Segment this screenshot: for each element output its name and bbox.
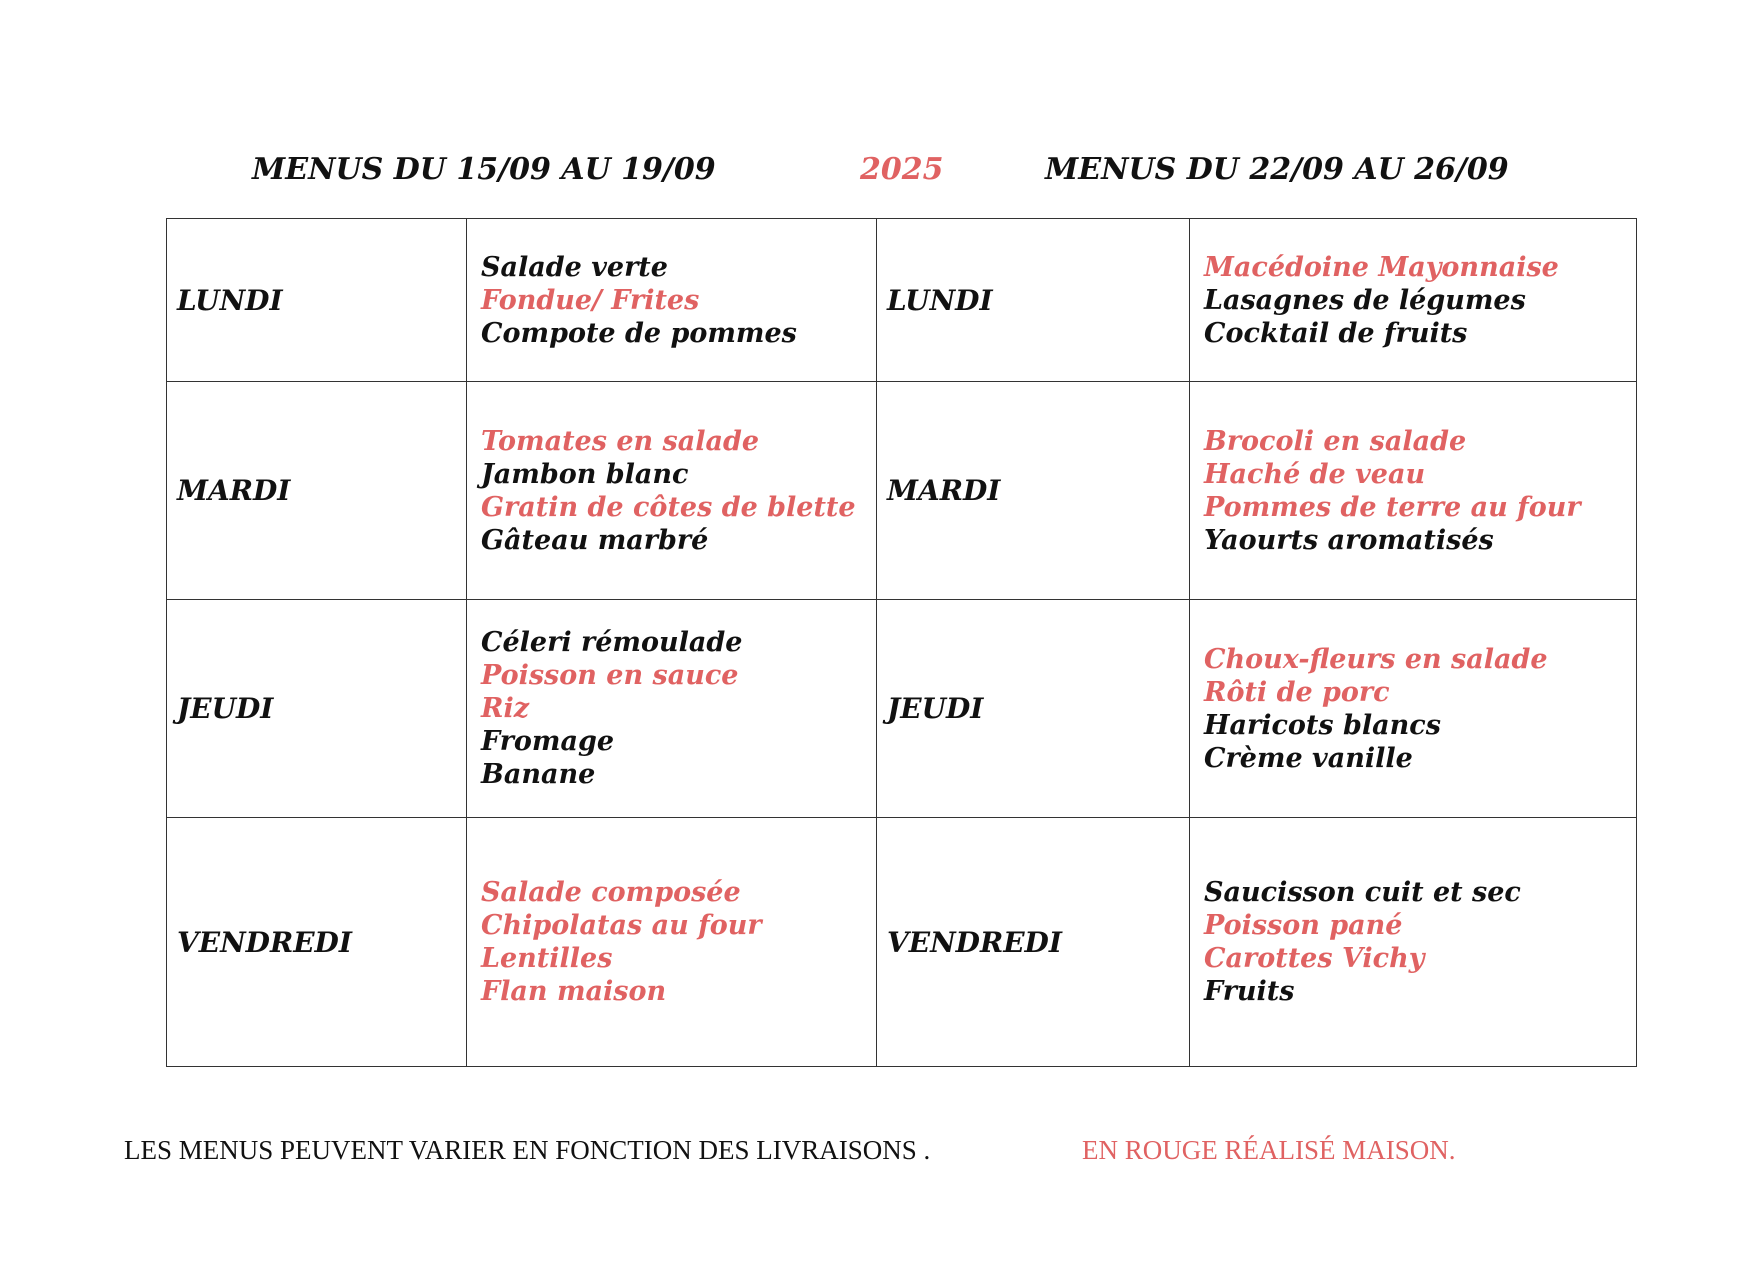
dish-item: Yaourts aromatisés [1204, 524, 1494, 556]
week1-title: MENUS DU 15/09 AU 19/09 [252, 152, 716, 187]
day-cell-week2: LUNDI [877, 219, 1190, 382]
dish-item: Haricots blancs [1204, 709, 1441, 741]
homemade-note: EN ROUGE RÉALISÉ MAISON. [1082, 1135, 1456, 1165]
menu-row [167, 600, 1637, 818]
dishes-cell-week2 [1190, 818, 1637, 1067]
dish-item: Rôti de porc [1204, 676, 1390, 708]
day-cell-week1: MARDI [167, 382, 467, 600]
dish-item: Gratin de côtes de blette [481, 491, 856, 523]
menu-table [166, 218, 1637, 1067]
dish-item: Chipolatas au four [481, 910, 762, 941]
dish-item: Tomates en salade [481, 425, 760, 457]
day-cell-week2: JEUDI [877, 600, 1190, 818]
menu-row [167, 818, 1637, 1067]
dishes-cell-week1 [467, 219, 877, 382]
dishes-cell-week2 [1190, 382, 1637, 600]
dish-item: Pommes de terre au four [1204, 491, 1581, 523]
dish-item: Haché de veau [1204, 458, 1426, 490]
dish-item: Fondue/ Frites [481, 284, 700, 316]
dish-item: Compote de pommes [481, 317, 797, 349]
dish-item: Flan maison [481, 976, 667, 1007]
dish-item: Carottes Vichy [1204, 943, 1425, 974]
dish-item: Salade verte [481, 251, 668, 283]
dish-item: Lentilles [481, 943, 613, 974]
menu-row [167, 382, 1637, 600]
dish-item: Poisson pané [1204, 910, 1403, 941]
year-label: 2025 [860, 152, 944, 187]
dish-item: Gâteau marbré [481, 524, 709, 556]
week2-title: MENUS DU 22/09 AU 26/09 [1045, 152, 1509, 187]
dish-item: Crème vanille [1204, 742, 1413, 774]
dish-item: Fruits [1204, 976, 1295, 1007]
dish-item: Salade composée [481, 877, 741, 908]
dish-item: Choux-fleurs en salade [1204, 643, 1548, 675]
dish-item: Brocoli en salade [1204, 425, 1467, 457]
dishes-cell-week2 [1190, 600, 1637, 818]
day-cell-week1: VENDREDI [167, 818, 467, 1067]
day-cell-week2: VENDREDI [877, 818, 1190, 1067]
dish-item: Banane [481, 759, 596, 790]
menu-body [167, 219, 1637, 1067]
dish-item: Macédoine Mayonnaise [1204, 251, 1559, 283]
dish-item: Céleri rémoulade [481, 627, 743, 658]
dishes-cell-week1 [467, 600, 877, 818]
dishes-cell-week1 [467, 382, 877, 600]
dish-item: Lasagnes de légumes [1204, 284, 1526, 316]
menu-row [167, 219, 1637, 382]
dishes-cell-week2 [1190, 219, 1637, 382]
dish-item: Cocktail de fruits [1204, 317, 1468, 349]
dish-item: Fromage [481, 726, 615, 757]
dish-item: Jambon blanc [481, 458, 689, 490]
day-cell-week2: MARDI [877, 382, 1190, 600]
dish-item: Riz [481, 693, 530, 724]
delivery-note: LES MENUS PEUVENT VARIER EN FONCTION DES LIVRAISONS . [124, 1135, 931, 1165]
day-cell-week1: JEUDI [167, 600, 467, 818]
dish-item: Saucisson cuit et sec [1204, 877, 1521, 908]
day-cell-week1: LUNDI [167, 219, 467, 382]
dishes-cell-week1 [467, 818, 877, 1067]
dish-item: Poisson en sauce [481, 660, 739, 691]
